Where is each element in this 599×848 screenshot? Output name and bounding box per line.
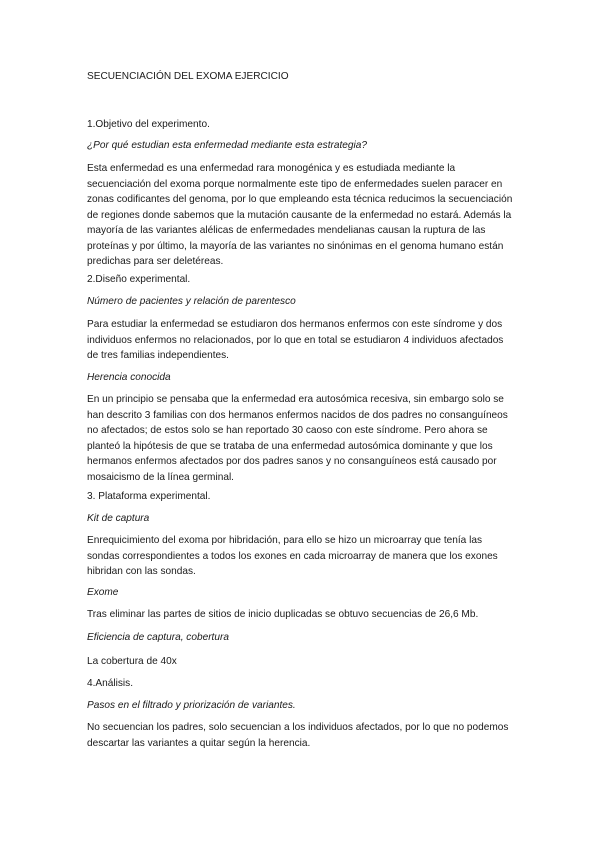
- subheading-pacientes: Número de pacientes y relación de parentesco: [87, 296, 296, 307]
- paragraph-objetivo: Esta enfermedad es una enfermedad rara monogénica y es estudiada mediante la secuenciación del exoma porque normalmente este tipo de enfermedades suelen paracer en zonas codificantes del genoma, por lo que empleando esta técnica reducimos la secuenciación de regiones donde sabemos que la mutación causante de la enfermedad no estará. Además la mayoría de las variantes alélicas de enfermedades mendelianas causan la ruptura de las proteínas y por último, la mayoría de las variantes no sinónimas en el genoma humano están predichas para ser deletéreas.: [87, 163, 513, 267]
- paragraph-exome: Tras eliminar las partes de sitios de inicio duplicadas se obtuvo secuencias de 26,6 Mb.: [87, 609, 479, 620]
- section-heading-objetivo: 1.Objetivo del experimento.: [87, 119, 210, 130]
- paragraph-pacientes: Para estudiar la enfermedad se estudiaron dos hermanos enfermos con este síndrome y dos individuos enfermos no relacionados, por lo que en total se estudiaron 4 individuos afectados de tres familias independientes.: [87, 319, 504, 361]
- subheading-kit: Kit de captura: [87, 513, 150, 524]
- subheading-exome: Exome: [87, 587, 119, 598]
- section-heading-diseno: 2.Diseño experimental.: [87, 274, 191, 285]
- document-title: SECUENCIACIÓN DEL EXOMA EJERCICIO: [87, 71, 289, 82]
- section-heading-analisis: 4.Análisis.: [87, 678, 134, 689]
- subheading-herencia: Herencia conocida: [87, 372, 171, 383]
- subheading-filtrado: Pasos en el filtrado y priorización de variantes.: [87, 700, 296, 711]
- question-estrategia: ¿Por qué estudian esta enfermedad mediante esta estrategia?: [87, 140, 367, 151]
- paragraph-kit: Enrequicimiento del exoma por hibridación, para ello se hizo un microarray que tenía las sondas correspondientes a todos los exones en cada microarray de manera que los exones hibridan con las sondas.: [87, 535, 498, 577]
- section-heading-plataforma: 3. Plataforma experimental.: [87, 491, 211, 502]
- paragraph-filtrado: No secuencian los padres, solo secuencian a los individuos afectados, por lo que no podemos descartar las variantes a quitar según la herencia.: [87, 722, 509, 749]
- subheading-eficiencia: Eficiencia de captura, cobertura: [87, 632, 229, 643]
- paragraph-cobertura: La cobertura de 40x: [87, 656, 177, 667]
- paragraph-herencia: En un principio se pensaba que la enfermedad era autosómica recesiva, sin embargo solo se han descrito 3 familias con dos hermanos enfermos nacidos de dos padres no consanguíneos no afectados; de estos solo se han reportado 30 caoso con este síndrome. Pero ahora se planteó la hipótesis de que se trataba de una enfermedad autosómica dominante y que los hermanos enfermos afectados por dos padres sanos y no consanguíneos está causado por mosaicismo de la línea germinal.: [87, 394, 508, 483]
